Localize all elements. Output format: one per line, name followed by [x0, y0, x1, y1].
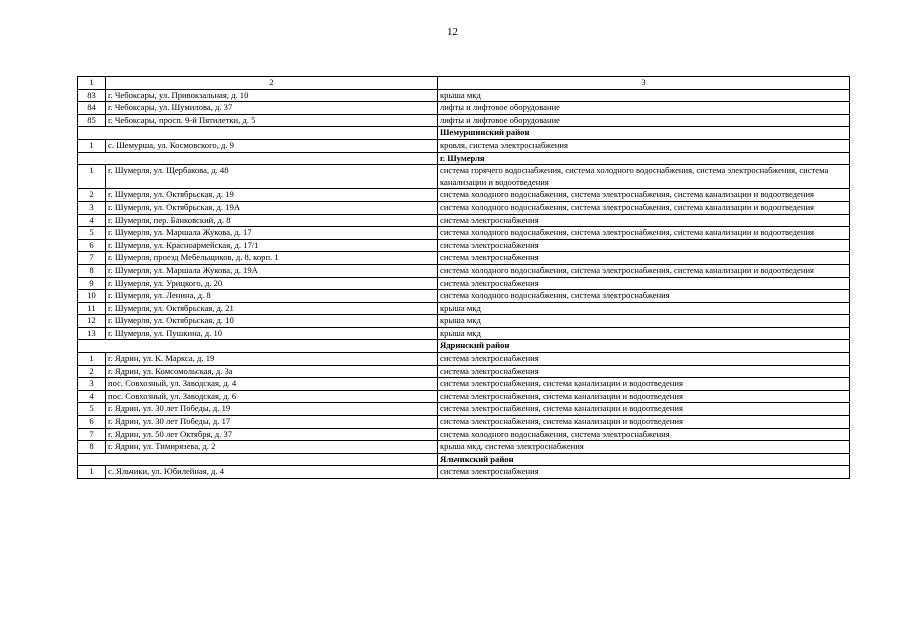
- work-type-cell: система холодного водоснабжения, система электроснабжения, система канализации и водоотведения: [438, 189, 850, 202]
- work-type-cell: крыша мкд: [438, 302, 850, 315]
- work-type-cell: система холодного водоснабжения, система электроснабжения: [438, 428, 850, 441]
- section-title: Шемуршинский район: [438, 127, 850, 140]
- work-type-cell: крыша мкд, система электроснабжения: [438, 441, 850, 454]
- table-row: [78, 441, 850, 454]
- address-cell: г. Шумерля, ул. Октябрьская, д. 19: [106, 189, 438, 202]
- address-cell: пос. Совхозный, ул. Заводская, д. 6: [106, 390, 438, 403]
- address-cell: г. Ядрин, ул. 50 лет Октября, д. 37: [106, 428, 438, 441]
- work-type-cell: система электроснабжения: [438, 277, 850, 290]
- page-number: 12: [447, 26, 458, 38]
- row-number: 1: [78, 466, 106, 479]
- work-type-cell: система электроснабжения: [438, 252, 850, 265]
- row-number: 12: [78, 315, 106, 328]
- address-cell: г. Шумерля, ул. Октябрьская, д. 21: [106, 302, 438, 315]
- table-row: [78, 365, 850, 378]
- table-row: [78, 201, 850, 214]
- table-row: [78, 264, 850, 277]
- table-row: [78, 390, 850, 403]
- table-row: [78, 165, 850, 189]
- row-number: 1: [78, 165, 106, 189]
- address-cell: г. Шумерля, проезд Мебельщиков, д. 8, корп. 1: [106, 252, 438, 265]
- work-type-cell: система электроснабжения: [438, 239, 850, 252]
- section-title: г. Шумерля: [438, 152, 850, 165]
- row-number: 1: [78, 139, 106, 152]
- address-cell: г. Шумерля, ул. Октябрьская, д. 19А: [106, 201, 438, 214]
- section-spacer: [78, 453, 438, 466]
- address-cell: г. Чебоксары, ул. Привокзальная, д. 10: [106, 89, 438, 102]
- work-type-cell: крыша мкд: [438, 327, 850, 340]
- address-cell: г. Чебоксары, просп. 9-й Пятилетки, д. 5: [106, 114, 438, 127]
- work-type-cell: система холодного водоснабжения, система электроснабжения, система канализации и водоотведения: [438, 201, 850, 214]
- work-type-cell: система электроснабжения, система канализации и водоотведения: [438, 390, 850, 403]
- address-cell: г. Ядрин, ул. 30 лет Победы, д. 19: [106, 403, 438, 416]
- address-cell: пос. Совхозный, ул. Заводская, д. 4: [106, 378, 438, 391]
- table-row: [78, 290, 850, 303]
- work-type-cell: система электроснабжения, система канализации и водоотведения: [438, 403, 850, 416]
- row-number: 6: [78, 416, 106, 429]
- table-row: [78, 403, 850, 416]
- address-cell: г. Шумерля, пер. Банковский, д. 8: [106, 214, 438, 227]
- section-spacer: [78, 340, 438, 353]
- row-number: 85: [78, 114, 106, 127]
- section-row: [78, 453, 850, 466]
- address-cell: г. Шумерля, ул. Маршала Жукова, д. 17: [106, 227, 438, 240]
- table-row: [78, 139, 850, 152]
- section-row: [78, 127, 850, 140]
- row-number: 83: [78, 89, 106, 102]
- address-cell: г. Шумерля, ул. Ленина, д. 8: [106, 290, 438, 303]
- section-spacer: [78, 152, 438, 165]
- address-cell: г. Шумерля, ул. Урицкого, д. 20: [106, 277, 438, 290]
- work-type-cell: система холодного водоснабжения, система электроснабжения: [438, 290, 850, 303]
- work-type-cell: система холодного водоснабжения, система электроснабжения, система канализации и водоотведения: [438, 264, 850, 277]
- table-row: [78, 189, 850, 202]
- address-cell: г. Ядрин, ул. К. Маркса, д. 19: [106, 353, 438, 366]
- row-number: 8: [78, 264, 106, 277]
- work-type-cell: крыша мкд: [438, 315, 850, 328]
- table-row: [78, 239, 850, 252]
- section-spacer: [78, 127, 438, 140]
- column-header-1: 1: [78, 77, 106, 90]
- row-number: 4: [78, 214, 106, 227]
- address-cell: г. Шумерля, ул. Маршала Жукова, д. 19А: [106, 264, 438, 277]
- table-row: [78, 277, 850, 290]
- row-number: 1: [78, 353, 106, 366]
- row-number: 2: [78, 365, 106, 378]
- row-number: 8: [78, 441, 106, 454]
- address-cell: г. Шумерля, ул. Октябрьская, д. 10: [106, 315, 438, 328]
- address-table: [77, 76, 850, 479]
- table-row: [78, 315, 850, 328]
- table-row: [78, 378, 850, 391]
- table-row: [78, 214, 850, 227]
- column-header-2: 2: [106, 77, 438, 90]
- table-row: [78, 302, 850, 315]
- table-row: [78, 89, 850, 102]
- table-row: [78, 466, 850, 479]
- work-type-cell: система электроснабжения: [438, 466, 850, 479]
- section-row: [78, 152, 850, 165]
- row-number: 5: [78, 227, 106, 240]
- row-number: 3: [78, 378, 106, 391]
- row-number: 13: [78, 327, 106, 340]
- address-cell: г. Шумерля, ул. Щербакова, д. 48: [106, 165, 438, 189]
- section-title: Яльчикский район: [438, 453, 850, 466]
- row-number: 4: [78, 390, 106, 403]
- table-row: [78, 327, 850, 340]
- row-number: 3: [78, 201, 106, 214]
- row-number: 2: [78, 189, 106, 202]
- table-header-row: [78, 77, 850, 90]
- work-type-cell: система электроснабжения: [438, 353, 850, 366]
- row-number: 6: [78, 239, 106, 252]
- section-row: [78, 340, 850, 353]
- row-number: 7: [78, 252, 106, 265]
- address-cell: г. Шумерля, ул. Красноармейская, д. 17/1: [106, 239, 438, 252]
- table-row: [78, 353, 850, 366]
- table-row: [78, 227, 850, 240]
- work-type-cell: крыша мкд: [438, 89, 850, 102]
- work-type-cell: кровля, система электроснабжения: [438, 139, 850, 152]
- work-type-cell: система электроснабжения: [438, 214, 850, 227]
- address-cell: г. Ядрин, ул. Тимирязева, д. 2: [106, 441, 438, 454]
- work-type-cell: система электроснабжения: [438, 365, 850, 378]
- work-type-cell: лифты и лифтовое оборудование: [438, 114, 850, 127]
- address-cell: с. Шемурша, ул. Космовского, д. 9: [106, 139, 438, 152]
- address-cell: г. Чебоксары, ул. Шумилова, д. 37: [106, 102, 438, 115]
- work-type-cell: система горячего водоснабжения, система холодного водоснабжения, система электроснабжения, система канализации и водоотведения: [438, 165, 850, 189]
- table-row: [78, 416, 850, 429]
- row-number: 84: [78, 102, 106, 115]
- table-row: [78, 114, 850, 127]
- section-title: Ядринский район: [438, 340, 850, 353]
- work-type-cell: лифты и лифтовое оборудование: [438, 102, 850, 115]
- address-cell: г. Ядрин, ул. 30 лет Победы, д. 17: [106, 416, 438, 429]
- work-type-cell: система холодного водоснабжения, система электроснабжения, система канализации и водоотведения: [438, 227, 850, 240]
- row-number: 10: [78, 290, 106, 303]
- address-cell: г. Шумерля, ул. Пушкина, д. 10: [106, 327, 438, 340]
- row-number: 5: [78, 403, 106, 416]
- row-number: 9: [78, 277, 106, 290]
- column-header-3: 3: [438, 77, 850, 90]
- address-cell: с. Яльчики, ул. Юбилейная, д. 4: [106, 466, 438, 479]
- row-number: 11: [78, 302, 106, 315]
- work-type-cell: система электроснабжения, система канализации и водоотведения: [438, 416, 850, 429]
- table-row: [78, 428, 850, 441]
- table-row: [78, 252, 850, 265]
- address-cell: г. Ядрин, ул. Комсомольская, д. 3а: [106, 365, 438, 378]
- row-number: 7: [78, 428, 106, 441]
- work-type-cell: система электроснабжения, система канализации и водоотведения: [438, 378, 850, 391]
- table-row: [78, 102, 850, 115]
